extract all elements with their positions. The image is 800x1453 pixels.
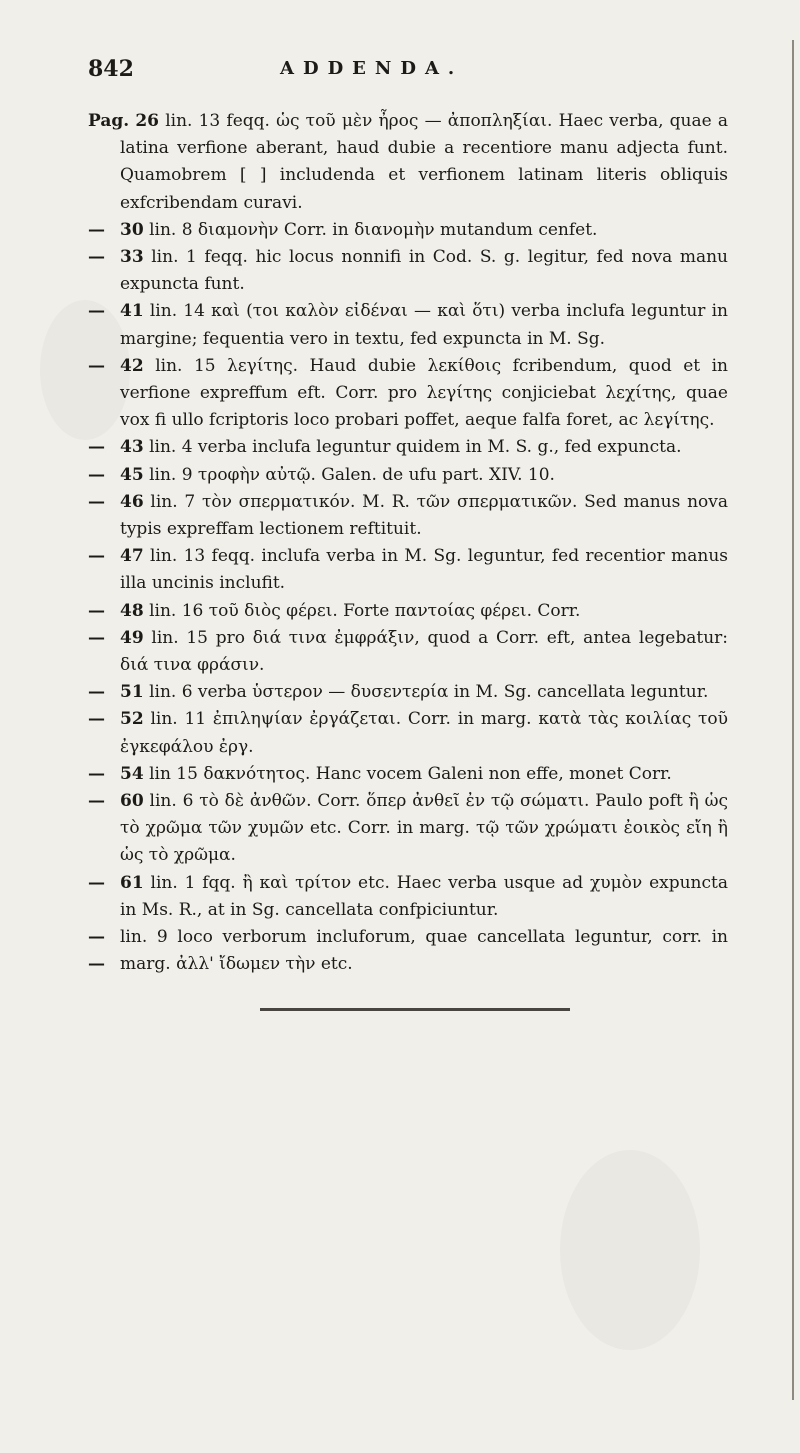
entry-text: lin. 13 feqq. inclufa verba in M. Sg. leguntur, fed recentior manus illa uncinis inclufit. <box>120 546 728 594</box>
entry-page-number: 45 <box>120 464 144 485</box>
entry-body <box>120 870 728 924</box>
entry-text: lin 15 δακνότητος. Hanc vocem Galeni non effe, monet Corr. <box>149 763 672 784</box>
entry-text: lin. 9 τροφὴν αὐτῷ. Galen. de ufu part. XIV. 10. <box>149 464 555 485</box>
addenda-entry <box>88 434 728 461</box>
entry-dash: — <box>88 709 105 730</box>
entry-body <box>120 625 728 679</box>
entry-page-number: 41 <box>120 301 144 322</box>
entry-text: lin. 13 feqq. ὡς τοῦ μὲν ἦρος — ἀποπληξίαι. Haec verba, quae a latina verfione aberant, haud dubie a recentiore manu adjecta funt. Quamobrem [ ] includenda et verfionem latinam literis obliquis exfcribendam curavi. <box>120 111 729 213</box>
entry-text: lin. 11 ἐπιληψίαν ἐργάζεται. Corr. in marg. κατὰ τὰς κοιλίας τοῦ ἐγκεφάλου ἐργ. <box>120 709 728 757</box>
addenda-entry <box>88 598 728 625</box>
entry-dash: — <box>88 791 105 812</box>
addenda-entry <box>88 679 728 706</box>
entry-page-number: 33 <box>120 247 144 268</box>
addenda-entry <box>88 217 728 244</box>
entry-page-number: 52 <box>120 709 144 730</box>
entry-body <box>120 543 728 597</box>
entry-dash: — <box>88 437 105 458</box>
entry-page-number: 51 <box>120 682 144 703</box>
entry-text: lin. 1 feqq. hic locus nonnifi in Cod. S. g. legitur, fed nova manu expuncta funt. <box>120 247 728 295</box>
entry-text: lin. 4 verba inclufa leguntur quidem in M. S. g., fed expuncta. <box>149 437 682 458</box>
entry-text: lin. 8 διαμονὴν Corr. in διανομὴν mutandum cenfet. <box>149 219 598 240</box>
entry-page-number: 49 <box>120 627 144 648</box>
addenda-entry <box>88 924 728 978</box>
entry-body <box>120 761 728 788</box>
entry-text: lin. 16 τοῦ διὸς φέρει. Forte παντοίας φέρει. Corr. <box>149 600 581 621</box>
addenda-entry <box>88 706 728 760</box>
entry-dash: — <box>88 464 105 485</box>
entry-dash: — <box>88 600 105 621</box>
entry-body <box>120 706 728 760</box>
addenda-entry <box>88 244 728 298</box>
entry-dash: — <box>88 219 105 240</box>
entry-body <box>120 489 728 543</box>
entry-page-number: 60 <box>120 791 144 812</box>
entry-text: lin. 15 λεγίτης. Haud dubie λεκίθοις fcribendum, quod et in verfione expreffum eft. Corr. pro λεγίτης conjiciebat λεχίτης, quae vox fi ullo fcriptoris loco probari poffet, aeque falfa foret, ac λεγίτης. <box>120 355 729 431</box>
running-head: ADDENDA. <box>280 58 464 79</box>
addenda-list <box>88 108 728 979</box>
entry-text: lin. 6 τὸ δὲ ἀνθῶν. Corr. ὅπερ ἀνθεῖ ἐν τῷ σώματι. Paulo poft ἢ ὡς τὸ χρῶμα τῶν χυμῶν etc. Corr. in marg. τῷ τῶν χρώματι ἐοικὸς εἴη ἢ ὡς τὸ χρῶμα. <box>120 791 729 866</box>
entry-dash: — <box>88 627 105 648</box>
entry-dash: — <box>88 682 105 703</box>
entry-dash: — <box>88 355 105 376</box>
entry-body <box>120 788 728 870</box>
addenda-entry <box>88 625 728 679</box>
entry-page-number: 26 <box>135 111 160 131</box>
addenda-entry <box>88 788 728 870</box>
entry-body <box>120 679 728 706</box>
entry-page-number: 43 <box>120 437 144 458</box>
footer-rule <box>260 1008 570 1011</box>
entry-body <box>120 462 728 489</box>
entry-text: lin. 15 pro διά τινα ἐμφράξιν, quod a Corr. eft, antea legebatur: διά τινα φράσιν. <box>120 627 729 676</box>
entry-dash: — <box>88 872 105 893</box>
entry-body <box>120 434 728 461</box>
entry-dash: — <box>88 546 105 567</box>
entry-page-number: 47 <box>120 546 144 567</box>
entry-page-number: 54 <box>120 763 144 784</box>
page-edge-rule <box>792 40 794 1400</box>
entry-dash: — <box>88 247 105 268</box>
entry-text: lin. 9 loco verborum incluforum, quae cancellata leguntur, corr. in marg. ἀλλ' ἴδωμεν τὴν etc. <box>120 927 728 975</box>
entry-text: lin. 14 καὶ (τοι καλὸν εἰδέναι — καὶ ὅτι) verba inclufa leguntur in margine; fequentia vero in textu, fed expuncta in M. Sg. <box>120 301 728 349</box>
paper-stain <box>560 1150 700 1350</box>
page-number: 842 <box>88 56 134 82</box>
entry-text: lin. 6 verba ὑστερον — δυσεντερία in M. Sg. cancellata leguntur. <box>149 682 709 703</box>
entry-page-number: 61 <box>120 872 144 893</box>
addenda-entry <box>88 543 728 597</box>
entry-page-number: 46 <box>120 491 144 512</box>
addenda-entry <box>88 298 728 352</box>
addenda-entry <box>88 108 728 217</box>
entry-body <box>120 244 728 298</box>
entry-body <box>120 353 728 435</box>
entry-text: lin. 1 fqq. ἢ καὶ τρίτον etc. Haec verba usque ad χυμὸν expuncta in Ms. R., at in Sg. cancellata confpiciuntur. <box>120 872 728 920</box>
entry-dash: — — <box>88 927 105 975</box>
addenda-entry <box>88 489 728 543</box>
addenda-entry <box>88 462 728 489</box>
entry-dash: — <box>88 301 105 322</box>
entry-body <box>88 108 728 217</box>
entry-lead: Pag. <box>88 111 130 131</box>
entry-body <box>120 924 728 978</box>
entry-page-number: 30 <box>120 219 144 240</box>
entry-body <box>120 298 728 352</box>
addenda-entry <box>88 761 728 788</box>
addenda-entry <box>88 353 728 435</box>
entry-text: lin. 7 τὸν σπερματικόν. M. R. τῶν σπερματικῶν. Sed manus nova typis expreffam lectionem reftituit. <box>120 491 728 540</box>
entry-dash: — <box>88 763 105 784</box>
entry-page-number: 48 <box>120 600 144 621</box>
entry-body <box>120 217 728 244</box>
page-header <box>88 56 728 96</box>
addenda-entry <box>88 870 728 924</box>
entry-page-number: 42 <box>120 355 144 376</box>
entry-dash: — <box>88 491 105 512</box>
entry-body <box>120 598 728 625</box>
